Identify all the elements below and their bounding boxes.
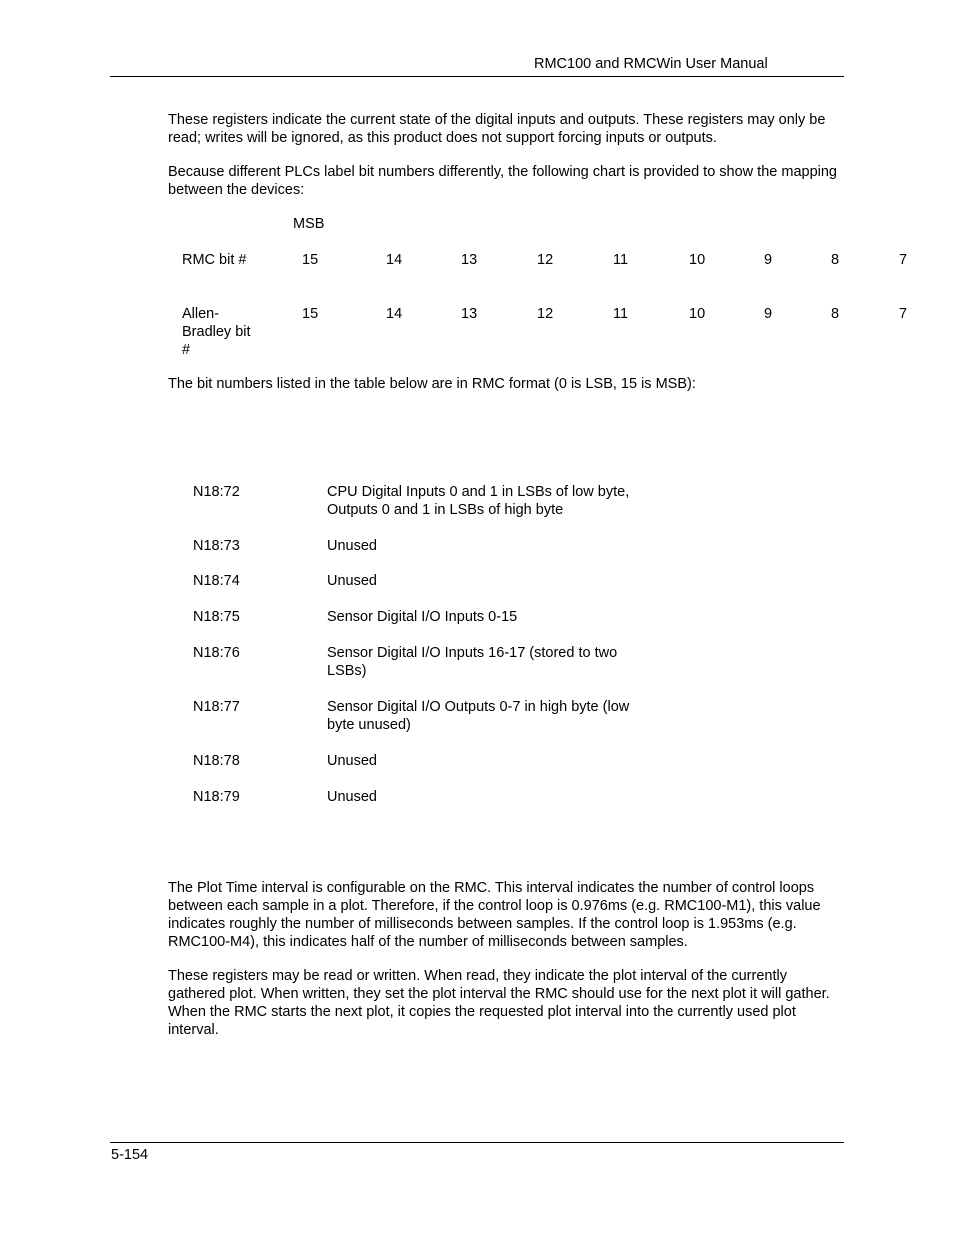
bit-cell: 9 xyxy=(764,252,773,268)
running-header: RMC100 and RMCWin User Manual xyxy=(534,56,768,72)
bit-cell: 12 xyxy=(537,306,554,322)
bit-cell: 8 xyxy=(831,306,840,322)
bit-cell: 8 xyxy=(831,252,840,268)
register-description: CPU Digital Inputs 0 and 1 in LSBs of low byte, Outputs 0 and 1 in LSBs of high byte xyxy=(327,484,630,518)
bit-cell: 9 xyxy=(764,306,773,322)
msb-label: MSB xyxy=(293,216,325,232)
bit-cell: 11 xyxy=(613,252,629,268)
bit-cell: 10 xyxy=(689,252,706,268)
register-description: Sensor Digital I/O Inputs 16-17 (stored to two LSBs) xyxy=(327,645,618,679)
bit-row-label: RMC bit # xyxy=(182,252,247,268)
bit-cell: 10 xyxy=(689,306,706,322)
register-description: Sensor Digital I/O Inputs 0-15 xyxy=(327,609,518,625)
bit-cell: 13 xyxy=(461,252,478,268)
bit-cell: 11 xyxy=(613,306,629,322)
table-intro: The bit numbers listed in the table below are in RMC format (0 is LSB, 15 is MSB): xyxy=(168,376,696,392)
bit-cell: 14 xyxy=(386,306,403,322)
bit-cell: 15 xyxy=(302,252,319,268)
register-description: Unused xyxy=(327,538,377,554)
register-address: N18:72 xyxy=(193,484,240,500)
register-description: Unused xyxy=(327,573,377,589)
plot-paragraph-1: The Plot Time interval is configurable on the RMC. This interval indicates the number of control loops between each sample in a plot. Therefore, if the control loop is 0.976ms (e.g. RMC100-M1), this value indicates roughly the number of milliseconds between samples. If the control loop is 1.953ms (e.g. RMC100-M4), this indicates half of the number of milliseconds between samples. xyxy=(168,880,821,950)
bit-cell: 14 xyxy=(386,252,403,268)
page-number: 5-154 xyxy=(111,1147,149,1163)
bit-cell: 13 xyxy=(461,306,478,322)
register-address: N18:74 xyxy=(193,573,240,589)
register-address: N18:79 xyxy=(193,789,240,805)
register-address: N18:77 xyxy=(193,699,240,715)
register-address: N18:75 xyxy=(193,609,240,625)
intro-paragraph-2: Because different PLCs label bit numbers differently, the following chart is provided to show the mapping between the devices: xyxy=(168,164,837,198)
bit-cell: 7 xyxy=(899,252,908,268)
register-address: N18:73 xyxy=(193,538,240,554)
footer-rule xyxy=(110,1142,844,1143)
header-rule xyxy=(110,76,844,77)
bit-cell: 15 xyxy=(302,306,319,322)
register-description: Unused xyxy=(327,789,377,805)
register-address: N18:78 xyxy=(193,753,240,769)
register-description: Unused xyxy=(327,753,377,769)
register-description: Sensor Digital I/O Outputs 0-7 in high byte (low byte unused) xyxy=(327,699,630,733)
bit-cell: 12 xyxy=(537,252,554,268)
intro-paragraph-1: These registers indicate the current state of the digital inputs and outputs. These registers may only be read; writes will be ignored, as this product does not support forcing inputs or outputs. xyxy=(168,112,826,146)
plot-paragraph-2: These registers may be read or written. When read, they indicate the plot interval of the currently gathered plot. When written, they set the plot interval the RMC should use for the next plot it will gather. When the RMC starts the next plot, it copies the requested plot interval into the currently used plot interval. xyxy=(168,968,830,1038)
bit-cell: 7 xyxy=(899,306,908,322)
register-address: N18:76 xyxy=(193,645,240,661)
bit-row-label: Allen-Bradley bit # xyxy=(182,306,251,358)
